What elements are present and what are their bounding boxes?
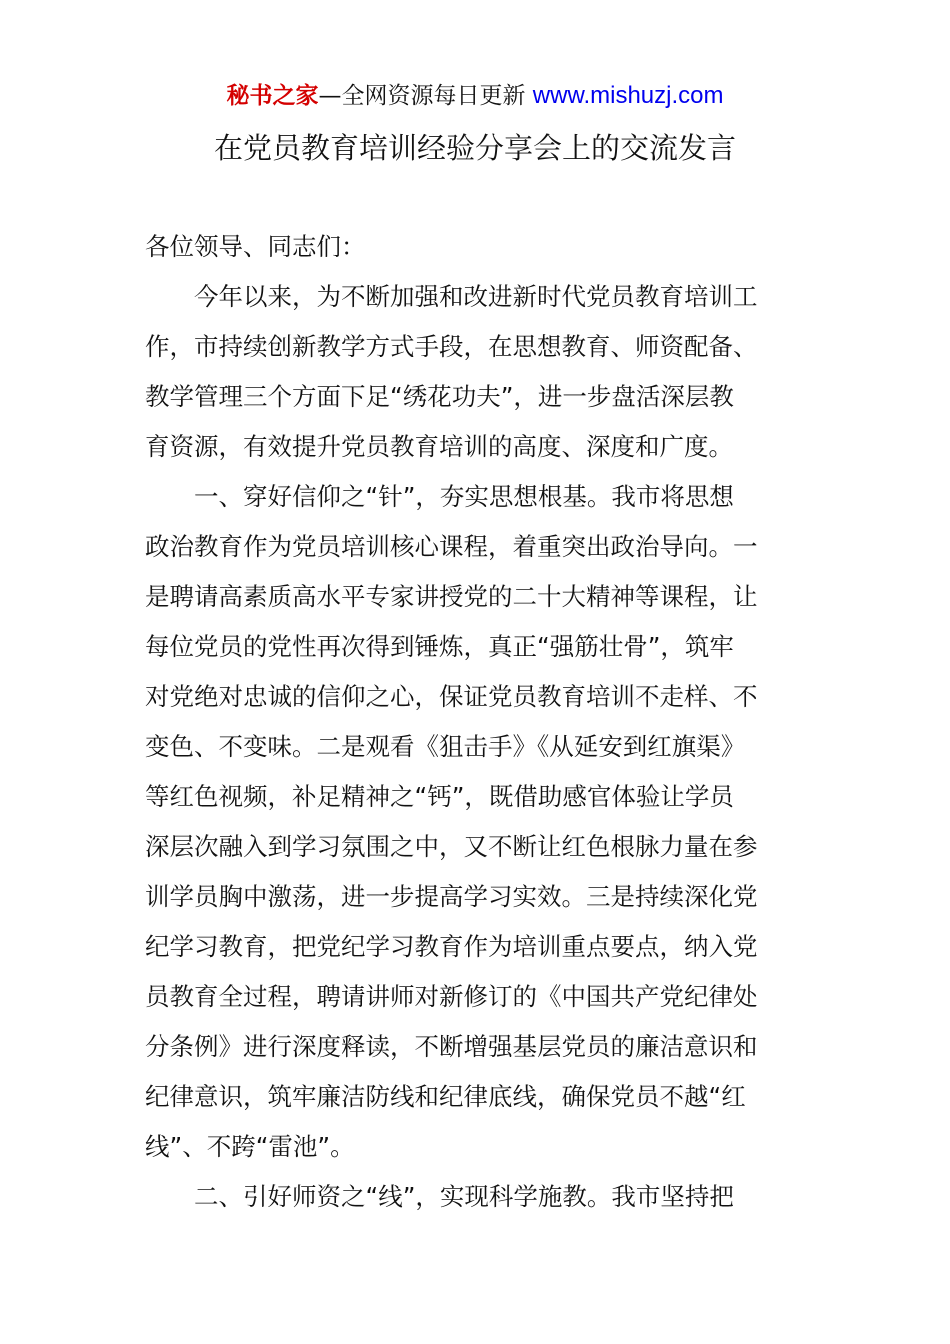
document-body	[145, 222, 807, 1222]
paragraph-line: 政治教育作为党员培训核心课程，着重突出政治导向。一	[145, 532, 758, 561]
document-title: 在党员教育培训经验分享会上的交流发言	[213, 131, 736, 165]
paragraph-line: 作，市持续创新教学方式手段，在思想教育、师资配备、	[145, 332, 758, 361]
paragraph-line: 员教育全过程，聘请讲师对新修订的《中国共产党纪律处	[145, 982, 758, 1011]
paragraph-line: 二、引好师资之“线”，实现科学施教。我市坚持把	[194, 1182, 734, 1211]
salutation-line: 各位领导、同志们：	[145, 232, 366, 261]
paragraph-line: 每位党员的党性再次得到锤炼，真正“强筋壮骨”，筑牢	[145, 632, 734, 661]
paragraph-line: 纪学习教育，把党纪学习教育作为培训重点要点，纳入党	[145, 932, 758, 961]
paragraph-line: 一、穿好信仰之“针”，夯实思想根基。我市将思想	[194, 482, 734, 511]
paragraph-line: 变色、不变味。二是观看《狙击手》《从延安到红旗渠》	[145, 732, 746, 761]
paragraph-line: 线”、不跨“雷池”。	[145, 1132, 355, 1161]
paragraph-line: 教学管理三个方面下足“绣花功夫”，进一步盘活深层教	[145, 382, 734, 411]
header-tagline: —全网资源每日更新	[318, 83, 533, 109]
paragraph-line: 育资源，有效提升党员教育培训的高度、深度和广度。	[145, 432, 733, 461]
paragraph-line: 纪律意识，筑牢廉洁防线和纪律底线，确保党员不越“红	[145, 1082, 746, 1111]
brand-name: 秘书之家	[226, 83, 319, 109]
paragraph-line: 是聘请高素质高水平专家讲授党的二十大精神等课程，让	[145, 582, 758, 611]
paragraph-line: 深层次融入到学习氛围之中，又不断让红色根脉力量在参	[145, 832, 758, 861]
site-url[interactable]: www.mishuzj.com	[532, 82, 724, 109]
paragraph-line: 等红色视频，补足精神之“钙”，既借助感官体验让学员	[145, 782, 734, 811]
paragraph-line: 分条例》进行深度释读，不断增强基层党员的廉洁意识和	[145, 1032, 758, 1061]
paragraph-line: 今年以来，为不断加强和改进新时代党员教育培训工	[194, 282, 758, 311]
site-header	[0, 78, 950, 114]
paragraph-line: 对党绝对忠诚的信仰之心，保证党员教育培训不走样、不	[145, 682, 758, 711]
paragraph-line: 训学员胸中激荡，进一步提高学习实效。三是持续深化党	[145, 882, 758, 911]
